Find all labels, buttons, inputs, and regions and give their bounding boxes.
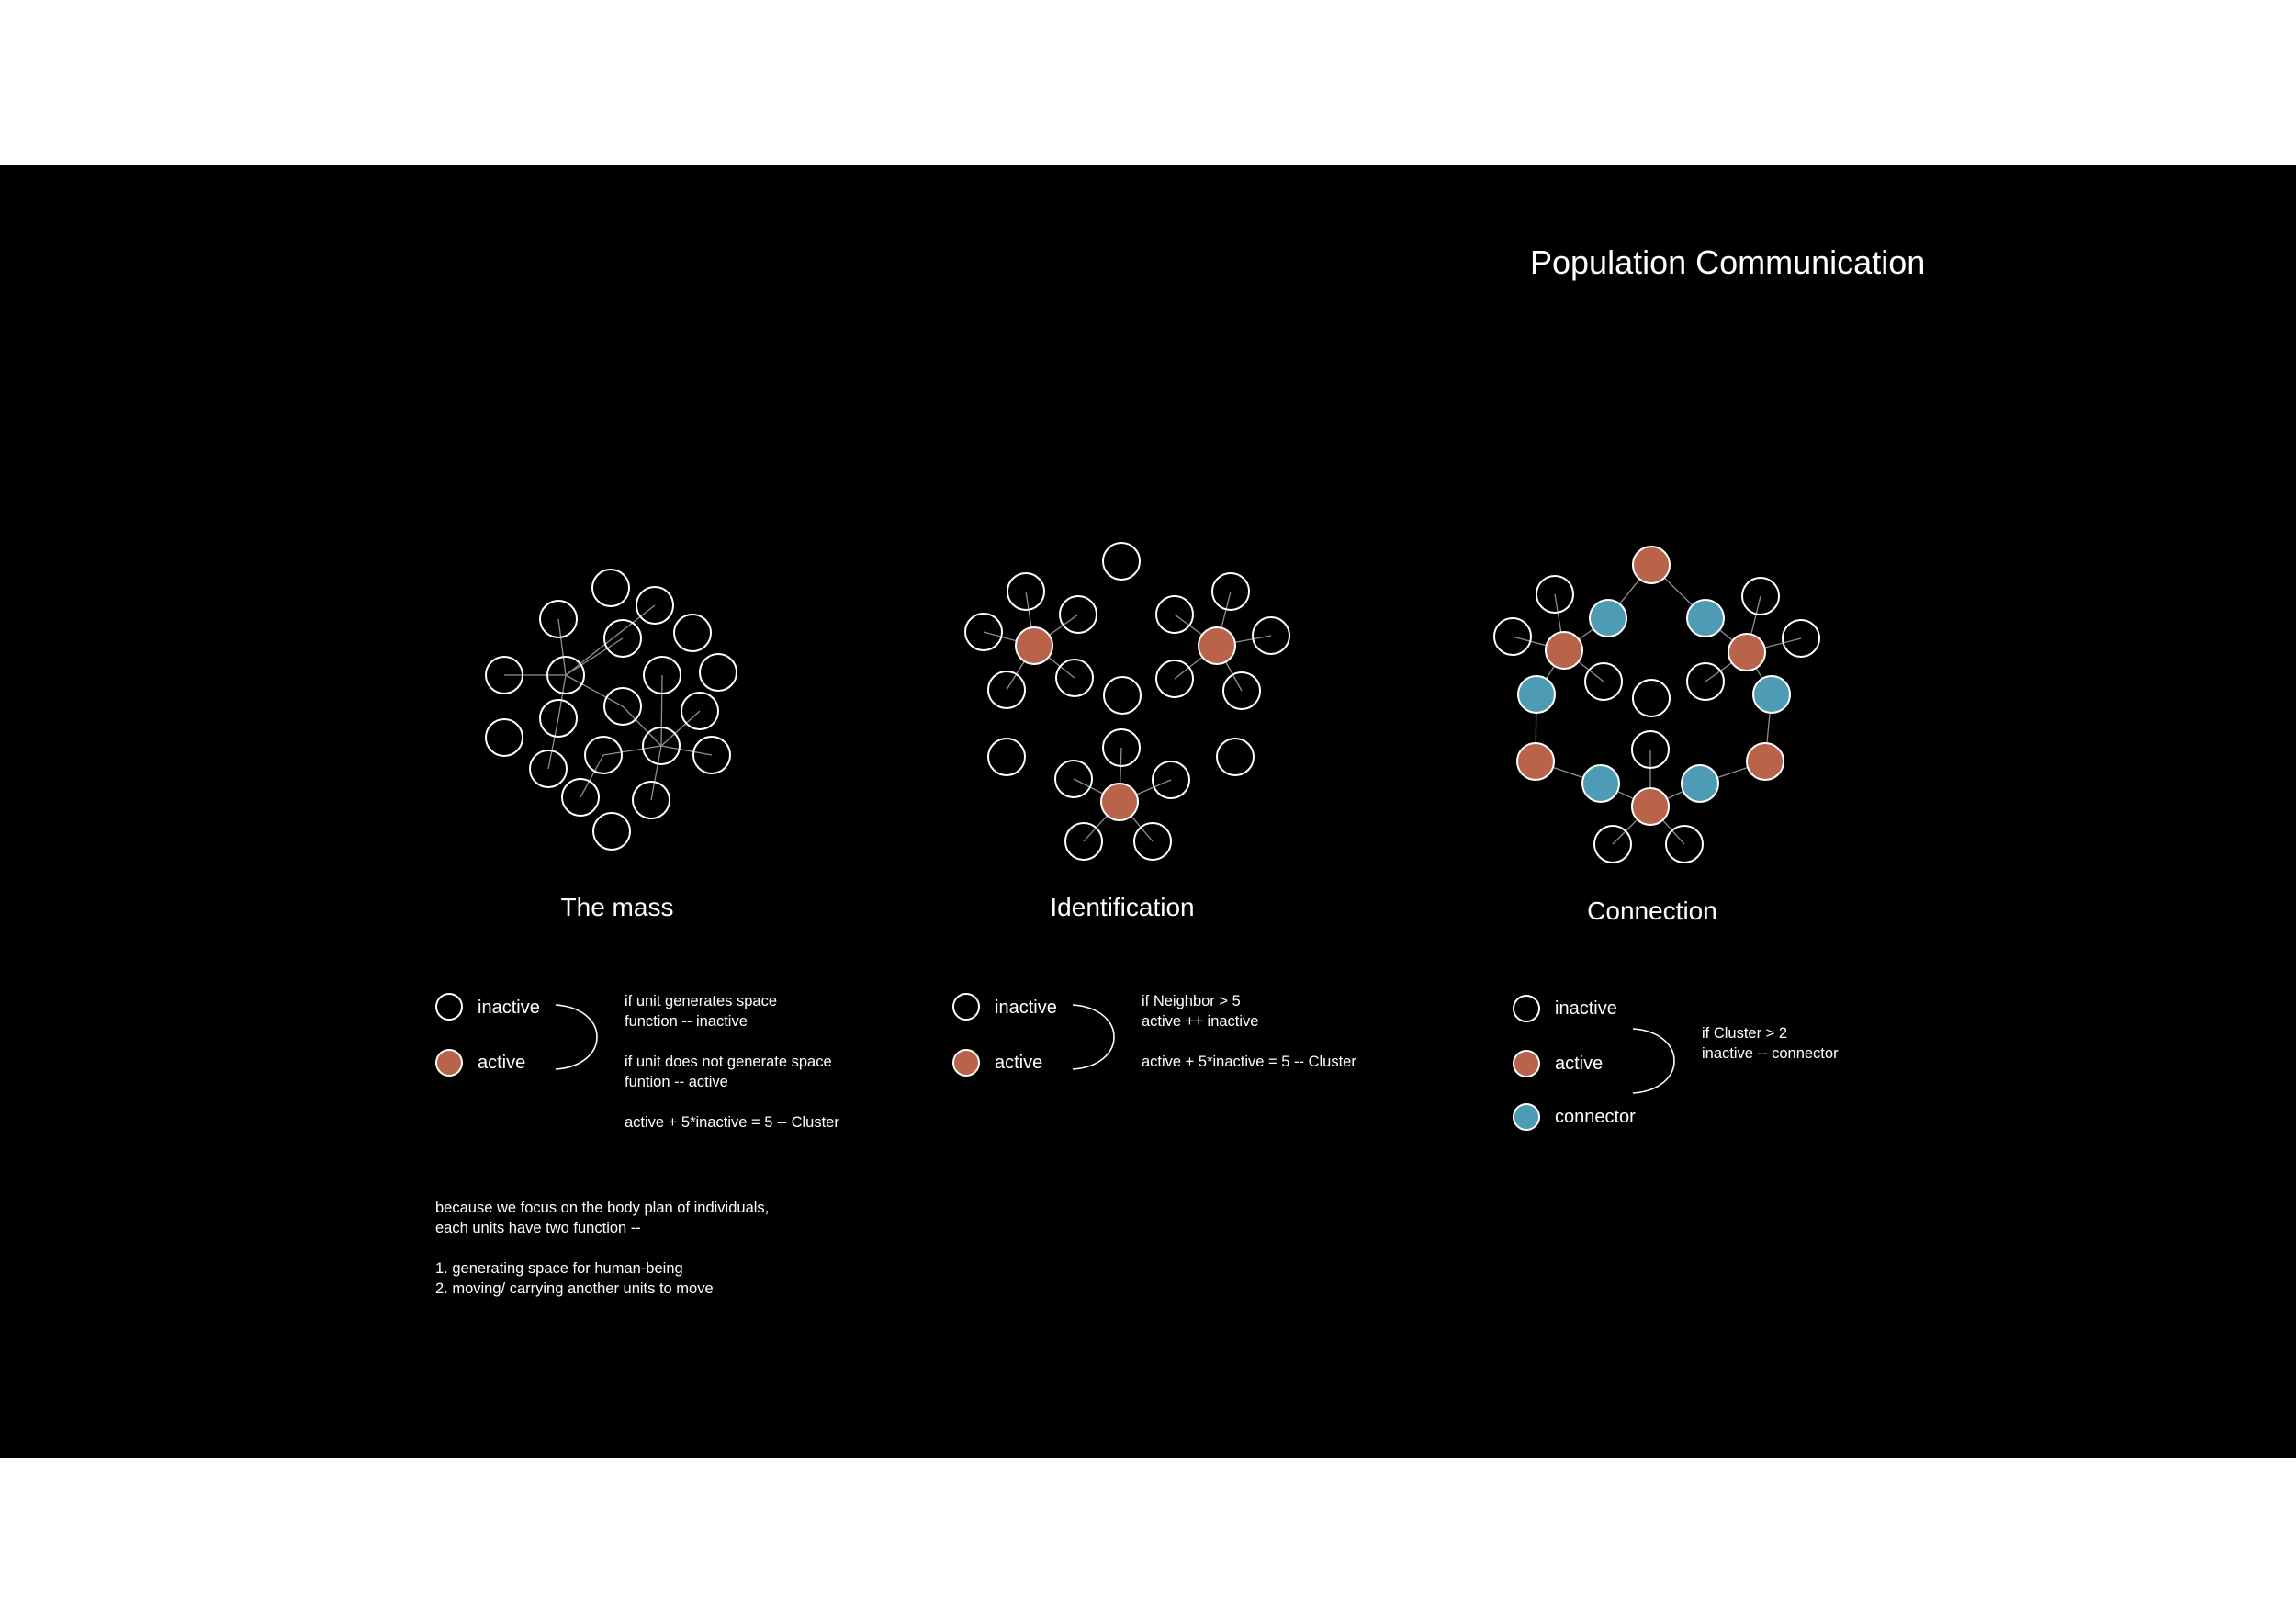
legend-inactive-icon	[1514, 996, 1539, 1021]
inactive-node	[988, 739, 1025, 775]
footnote	[435, 1200, 769, 1297]
rule-line: active ++ inactive	[1142, 1013, 1259, 1030]
caption-identification: Identification	[1050, 893, 1195, 921]
identification-graph	[965, 543, 1289, 860]
page-title: Population Communication	[1530, 243, 1926, 281]
link-line	[558, 675, 566, 718]
caption-connection: Connection	[1587, 897, 1717, 925]
legend-brace	[1073, 1005, 1114, 1069]
connector-node	[1518, 676, 1555, 713]
link-line	[580, 755, 603, 797]
legend-active-label: active	[995, 1053, 1043, 1073]
link-line	[603, 746, 661, 755]
inactive-node	[1104, 677, 1141, 714]
rule-line: if Cluster > 2	[1702, 1025, 1788, 1042]
rule-line: active + 5*inactive = 5 -- Cluster	[1142, 1054, 1356, 1070]
rule-line: function -- inactive	[625, 1013, 748, 1030]
active-node	[1632, 788, 1669, 825]
inactive-node	[1103, 543, 1140, 580]
legend-inactive-icon	[436, 994, 462, 1020]
link-line	[566, 638, 623, 675]
legend-active-label: active	[1555, 1054, 1604, 1074]
caption-mass: The mass	[560, 893, 674, 921]
legend-identification	[953, 993, 1356, 1076]
inactive-node	[592, 570, 629, 606]
active-node	[1633, 547, 1670, 583]
active-node	[1728, 634, 1765, 671]
legend-active-icon	[953, 1050, 979, 1076]
connector-node	[1590, 600, 1626, 637]
legend-inactive-label: inactive	[995, 998, 1057, 1018]
link-line	[651, 746, 661, 800]
legend-brace	[556, 1005, 597, 1069]
active-node	[1747, 743, 1784, 780]
inactive-node	[1633, 680, 1670, 716]
rule-line: funtion -- active	[625, 1074, 728, 1090]
legend-inactive-label: inactive	[1555, 998, 1617, 1019]
footnote-line: 1. generating space for human-being	[435, 1260, 683, 1277]
inactive-node	[593, 813, 630, 850]
active-node	[1199, 627, 1235, 664]
rule-line: active + 5*inactive = 5 -- Cluster	[625, 1114, 839, 1131]
footnote-line: because we focus on the body plan of individuals,	[435, 1200, 770, 1216]
footnote-line: each units have two function --	[435, 1220, 641, 1236]
link-line	[661, 675, 662, 746]
legend-connector-icon	[1514, 1104, 1539, 1130]
connector-node	[1687, 600, 1724, 637]
inactive-node	[674, 615, 711, 651]
legend-connector-label: connector	[1555, 1107, 1636, 1127]
connector-node	[1753, 676, 1790, 713]
active-node	[1101, 784, 1138, 820]
diagram-canvas	[0, 165, 2296, 1458]
active-node	[1016, 627, 1052, 664]
rule-line: if unit does not generate space	[625, 1054, 832, 1070]
connector-node	[1582, 765, 1619, 802]
diagram-board	[0, 165, 2296, 1458]
legend-mass	[436, 993, 839, 1131]
connector-node	[1682, 765, 1718, 802]
active-node	[1517, 743, 1554, 780]
link-line	[661, 746, 712, 755]
connection-graph	[1494, 547, 1819, 863]
legend-connection	[1514, 996, 1839, 1130]
link-line	[558, 619, 566, 675]
legend-inactive-label: inactive	[478, 998, 540, 1018]
inactive-node	[700, 654, 737, 691]
link-line	[623, 706, 661, 746]
rule-line: if unit generates space	[625, 993, 778, 1009]
legend-active-icon	[436, 1050, 462, 1076]
rule-line: inactive -- connector	[1702, 1045, 1839, 1062]
inactive-node	[1217, 739, 1254, 775]
link-line	[548, 718, 558, 769]
footnote-line: 2. moving/ carrying another units to move	[435, 1280, 714, 1297]
rule-line: if Neighbor > 5	[1142, 993, 1241, 1009]
legend-active-label: active	[478, 1053, 526, 1073]
inactive-node	[486, 719, 523, 756]
legend-inactive-icon	[953, 994, 979, 1020]
mass-graph	[486, 570, 737, 850]
legend-active-icon	[1514, 1051, 1539, 1077]
legend-brace	[1633, 1029, 1674, 1093]
active-node	[1546, 632, 1582, 669]
